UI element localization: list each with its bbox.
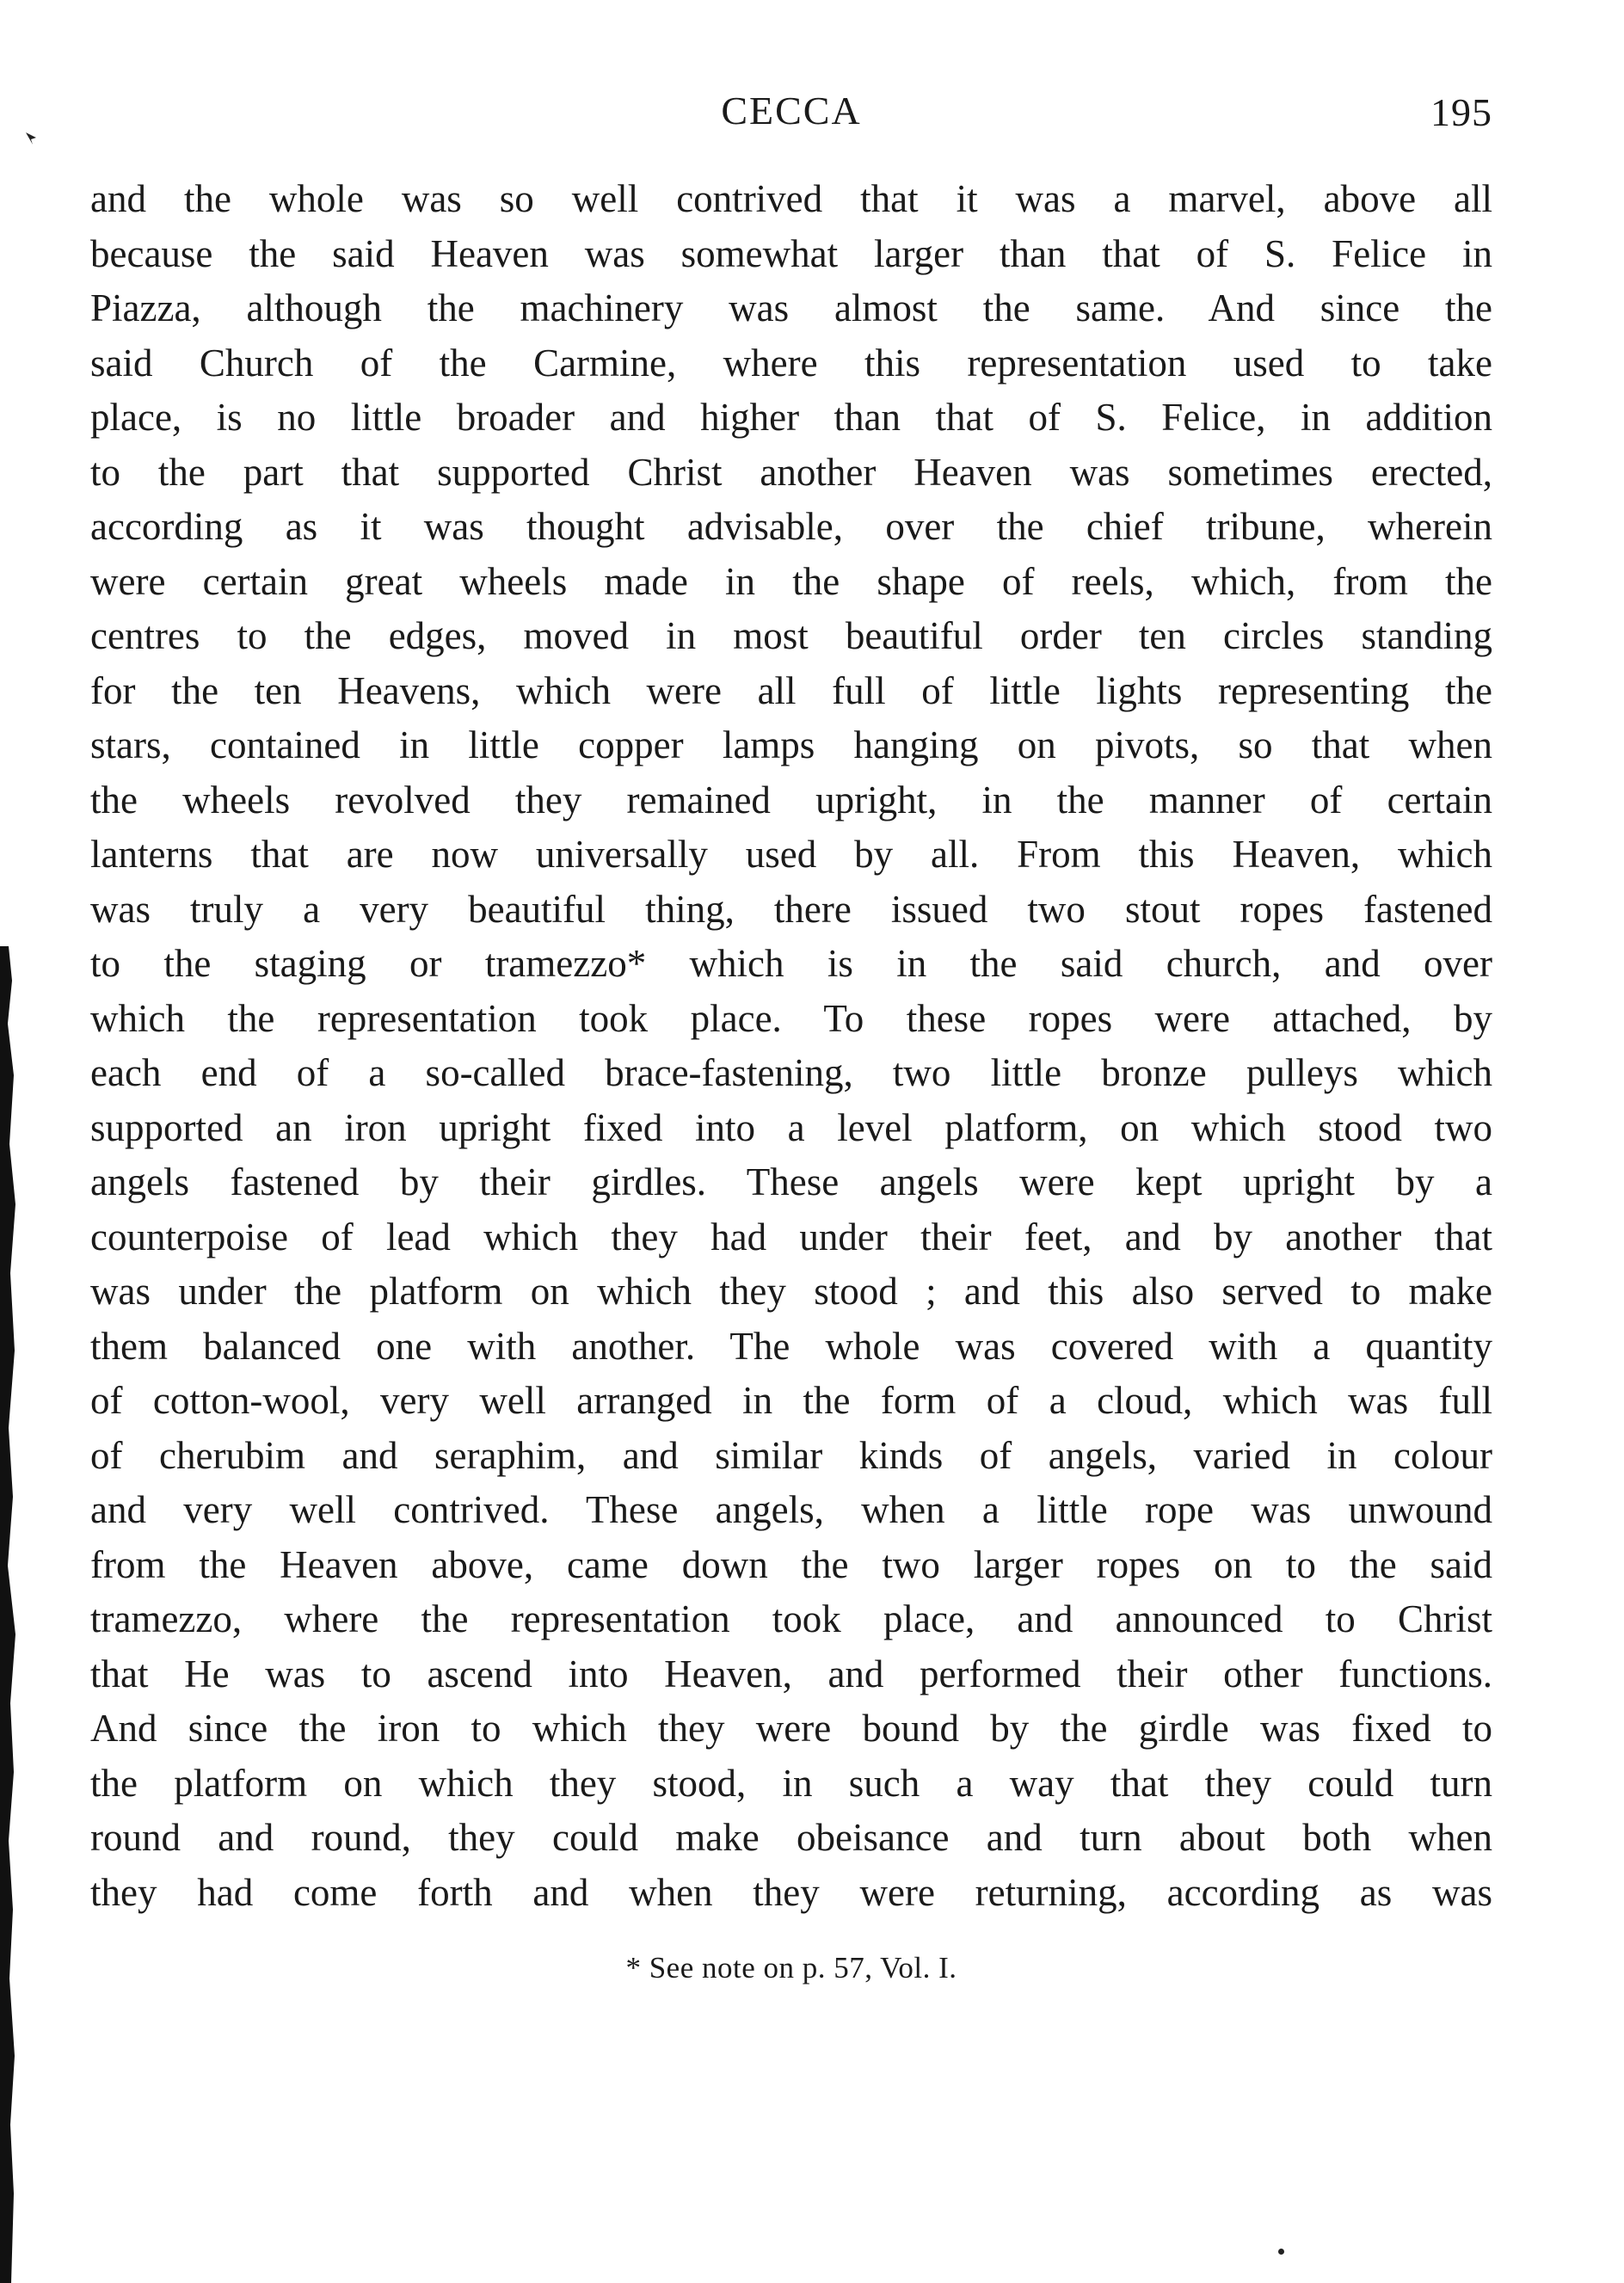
text-line: to the staging or tramezzo* which is in the said church, and over	[90, 942, 1492, 985]
scan-edge-mark	[24, 131, 40, 146]
text-line: And since the iron to which they were bound by the girdle was fixed to	[90, 1707, 1492, 1750]
text-line: because the said Heaven was somewhat larger than that of S. Felice in	[90, 231, 1492, 275]
text-line: and very well contrived. These angels, when a little rope was unwound	[90, 1488, 1492, 1531]
body-text	[90, 172, 1492, 1920]
text-line: supported an iron upright fixed into a level platform, on which stood two	[90, 1105, 1492, 1149]
text-line: said Church of the Carmine, where this representation used to take	[90, 341, 1492, 385]
text-line: and the whole was so well contrived that it was a marvel, above all	[90, 177, 1492, 220]
text-line: tramezzo, where the representation took place, and announced to Christ	[90, 1597, 1492, 1640]
running-head	[90, 88, 1492, 148]
text-line: was under the platform on which they stood ; and this also served to make	[90, 1270, 1492, 1313]
text-line: according as it was thought advisable, over the chief tribune, wherein	[90, 505, 1492, 548]
text-line: place, is no little broader and higher than that of S. Felice, in addition	[90, 396, 1492, 439]
text-line: of cotton-wool, very well arranged in the form of a cloud, which was full	[90, 1379, 1492, 1422]
text-line: round and round, they could make obeisance and turn about both when	[90, 1816, 1492, 1859]
text-line: was truly a very beautiful thing, there issued two stout ropes fastened	[90, 887, 1492, 931]
text-line: they had come forth and when they were returning, according as was	[90, 1870, 1492, 1914]
text-line: were certain great wheels made in the shape of reels, which, from the	[90, 559, 1492, 603]
page-number: 195	[1430, 90, 1492, 134]
text-line: angels fastened by their girdles. These angels were kept upright by a	[90, 1160, 1492, 1203]
text-line: stars, contained in little copper lamps hanging on pivots, so that when	[90, 723, 1492, 766]
text-line: the platform on which they stood, in such a way that they could turn	[90, 1761, 1492, 1805]
text-line: for the ten Heavens, which were all full of little lights representing the	[90, 668, 1492, 712]
text-line: them balanced one with another. The whole was covered with a quantity	[90, 1324, 1492, 1368]
text-line: that He was to ascend into Heaven, and performed their other functions.	[90, 1652, 1492, 1695]
footnote: * See note on p. 57, Vol. I.	[625, 1951, 957, 1985]
text-line: lanterns that are now universally used by all. From this Heaven, which	[90, 833, 1492, 876]
scan-binding-edge	[0, 946, 24, 2283]
scan-speck	[1278, 2249, 1284, 2255]
text-line: to the part that supported Christ another Heaven was sometimes erected,	[90, 450, 1492, 494]
text-line: each end of a so-called brace-fastening, two little bronze pulleys which	[90, 1051, 1492, 1094]
text-line: centres to the edges, moved in most beautiful order ten circles standing	[90, 614, 1492, 657]
running-title: CECCA	[721, 89, 862, 132]
text-line: Piazza, although the machinery was almost the same. And since the	[90, 286, 1492, 329]
text-line: which the representation took place. To these ropes were attached, by	[90, 996, 1492, 1040]
text-line: the wheels revolved they remained upright, in the manner of certain	[90, 778, 1492, 822]
text-line: counterpoise of lead which they had under their feet, and by another that	[90, 1215, 1492, 1258]
text-line: of cherubim and seraphim, and similar kinds of angels, varied in colour	[90, 1433, 1492, 1477]
text-line: from the Heaven above, came down the two larger ropes on to the said	[90, 1542, 1492, 1586]
